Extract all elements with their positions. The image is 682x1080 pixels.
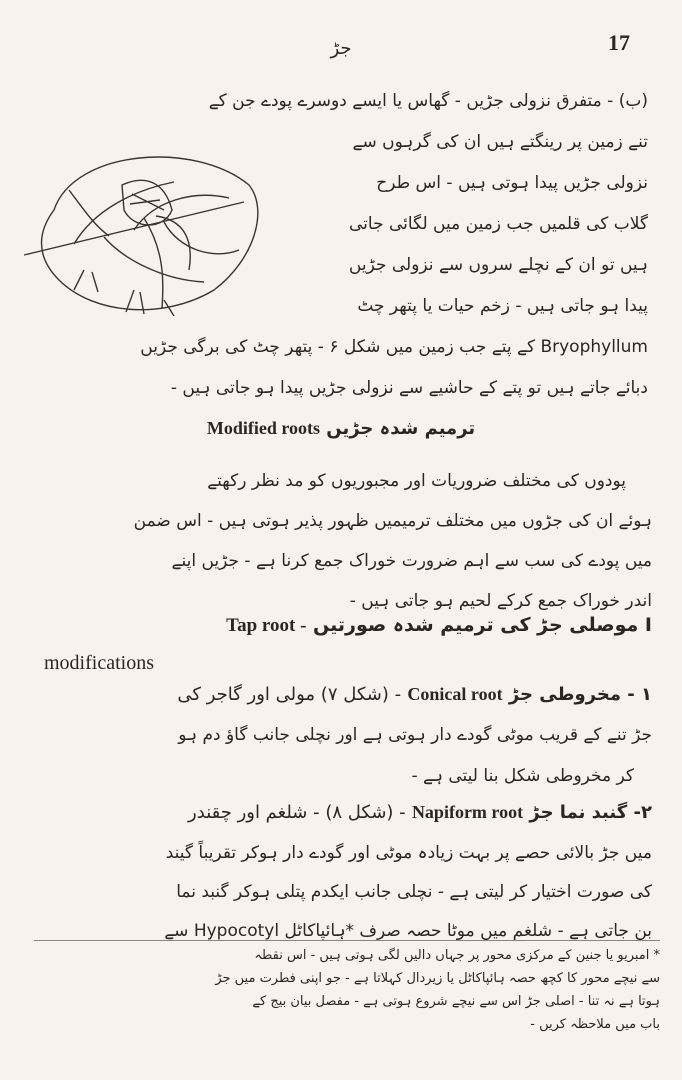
intro-line-5: ہیں تو ان کے نچلے سروں سے نزولی جڑیں	[348, 255, 648, 275]
intro-line-2: تنے زمین پر رینگتے ہیں ان کی گرہوں سے	[352, 132, 648, 152]
tap-root-heading-urdu: موصلی جڑ کی ترمیم شدہ صورتیں	[313, 614, 639, 636]
tap-root-heading-english: Tap root -	[226, 615, 307, 636]
section-heading-urdu: ترمیم شدہ جڑیں	[326, 418, 476, 439]
conical-line-1: جڑ تنے کے قریب موٹی گودے دار ہوتی ہے اور نچلی جانب گاؤ دم ہو	[178, 725, 652, 745]
paragraph-line-4: اندر خوراک جمع کرکے لحیم ہو جاتی ہیں -	[349, 591, 652, 611]
napiform-line-2: کی صورت اختیار کر لیتی ہے - نچلی جانب ایکدم پتلی ہوکر گنبد نما	[176, 882, 652, 902]
conical-figure-ref: - (شکل ۷) مولی اور گاجر کی	[177, 684, 402, 705]
conical-english: Conical root	[407, 684, 503, 704]
intro-line-8: دبائے جاتے ہیں تو پتے کے حاشیے سے نزولی جڑیں پیدا ہو جاتی ہیں -	[170, 378, 648, 398]
intro-line-3: نزولی جڑیں پیدا ہوتی ہیں - اس طرح	[376, 173, 648, 193]
napiform-root-heading	[22, 802, 652, 823]
intro-line-7: Bryophyllum کے پتے جب زمین میں شکل ۶ - پتھر چٹ کی برگی جڑیں	[140, 337, 648, 357]
napiform-number: ۲-	[633, 802, 652, 823]
footnote-line-3: ہوتا ہے نہ تنا - اصلی جڑ اس سے نیچے شروع ہوتی ہے - مفصل بیان بیج کے	[252, 994, 660, 1009]
napiform-figure-ref: - (شکل ۸) - شلغم اور چقندر	[188, 802, 406, 823]
intro-text	[18, 82, 648, 410]
section-heading-english: Modified roots	[206, 418, 320, 438]
napiform-urdu: گنبد نما جڑ	[529, 802, 628, 823]
intro-line-1: (ب) - متفرق نزولی جڑیں - گھاس یا ایسے دوسرے پودے جن کے	[208, 91, 648, 111]
paragraph-line-1: پودوں کی مختلف ضروریات اور مجبوریوں کو مد نظر رکھتے	[207, 471, 626, 491]
conical-number: ۱ -	[627, 684, 652, 705]
conical-root-heading	[22, 684, 652, 705]
modified-roots-paragraph	[22, 462, 652, 622]
running-head: جڑ	[330, 38, 352, 59]
footnote	[24, 944, 660, 1036]
intro-line-4: گلاب کی قلمیں جب زمین میں لگائی جاتی	[349, 214, 648, 234]
napiform-line-3: بن جاتی ہے - شلغم میں موٹا حصہ صرف *ہائپاکاٹل Hypocotyl سے	[164, 921, 652, 941]
footnote-line-1: * امبریو یا جنین کے مرکزی محور پر جہاں دالیں لگی ہوتی ہیں - اس نقطہ	[254, 948, 660, 963]
footnote-line-2: سے نیچے محور کا کچھ حصہ ہائپاکاٹل یا زیردال کہلاتا ہے - جو اپنی فطرت میں جڑ	[215, 971, 660, 986]
paragraph-line-2: ہوئے ان کی جڑوں میں مختلف ترمیمیں ظہور پذیر ہوتی ہیں - اس ضمن	[133, 511, 652, 531]
section-heading	[0, 418, 682, 439]
intro-line-6: پیدا ہو جاتی ہیں - زخم حیات یا پتھر چٹ	[357, 296, 648, 316]
napiform-root-text	[22, 834, 652, 951]
conical-root-text	[22, 716, 652, 798]
paragraph-line-3: میں پودے کی سب سے اہم ضرورت خوراک جمع کرنا ہے - جڑیں اپنے	[171, 551, 652, 571]
napiform-english: Napiform root	[411, 802, 524, 822]
page-number: 17	[608, 30, 630, 55]
napiform-line-1: میں جڑ بالائی حصے پر بہت زیادہ موٹی اور گودے دار ہوکر تقریباً گیند	[165, 843, 652, 863]
footnote-divider	[34, 940, 660, 941]
conical-urdu: مخروطی جڑ	[508, 684, 621, 705]
footnote-line-4: باب میں ملاحظہ کریں -	[530, 1017, 660, 1032]
tap-root-heading	[26, 614, 652, 637]
tap-root-numeral: I	[644, 614, 652, 636]
conical-line-2: کر مخروطی شکل بنا لیتی ہے -	[411, 766, 634, 786]
tap-root-heading-english-line2: modifications	[44, 652, 154, 674]
